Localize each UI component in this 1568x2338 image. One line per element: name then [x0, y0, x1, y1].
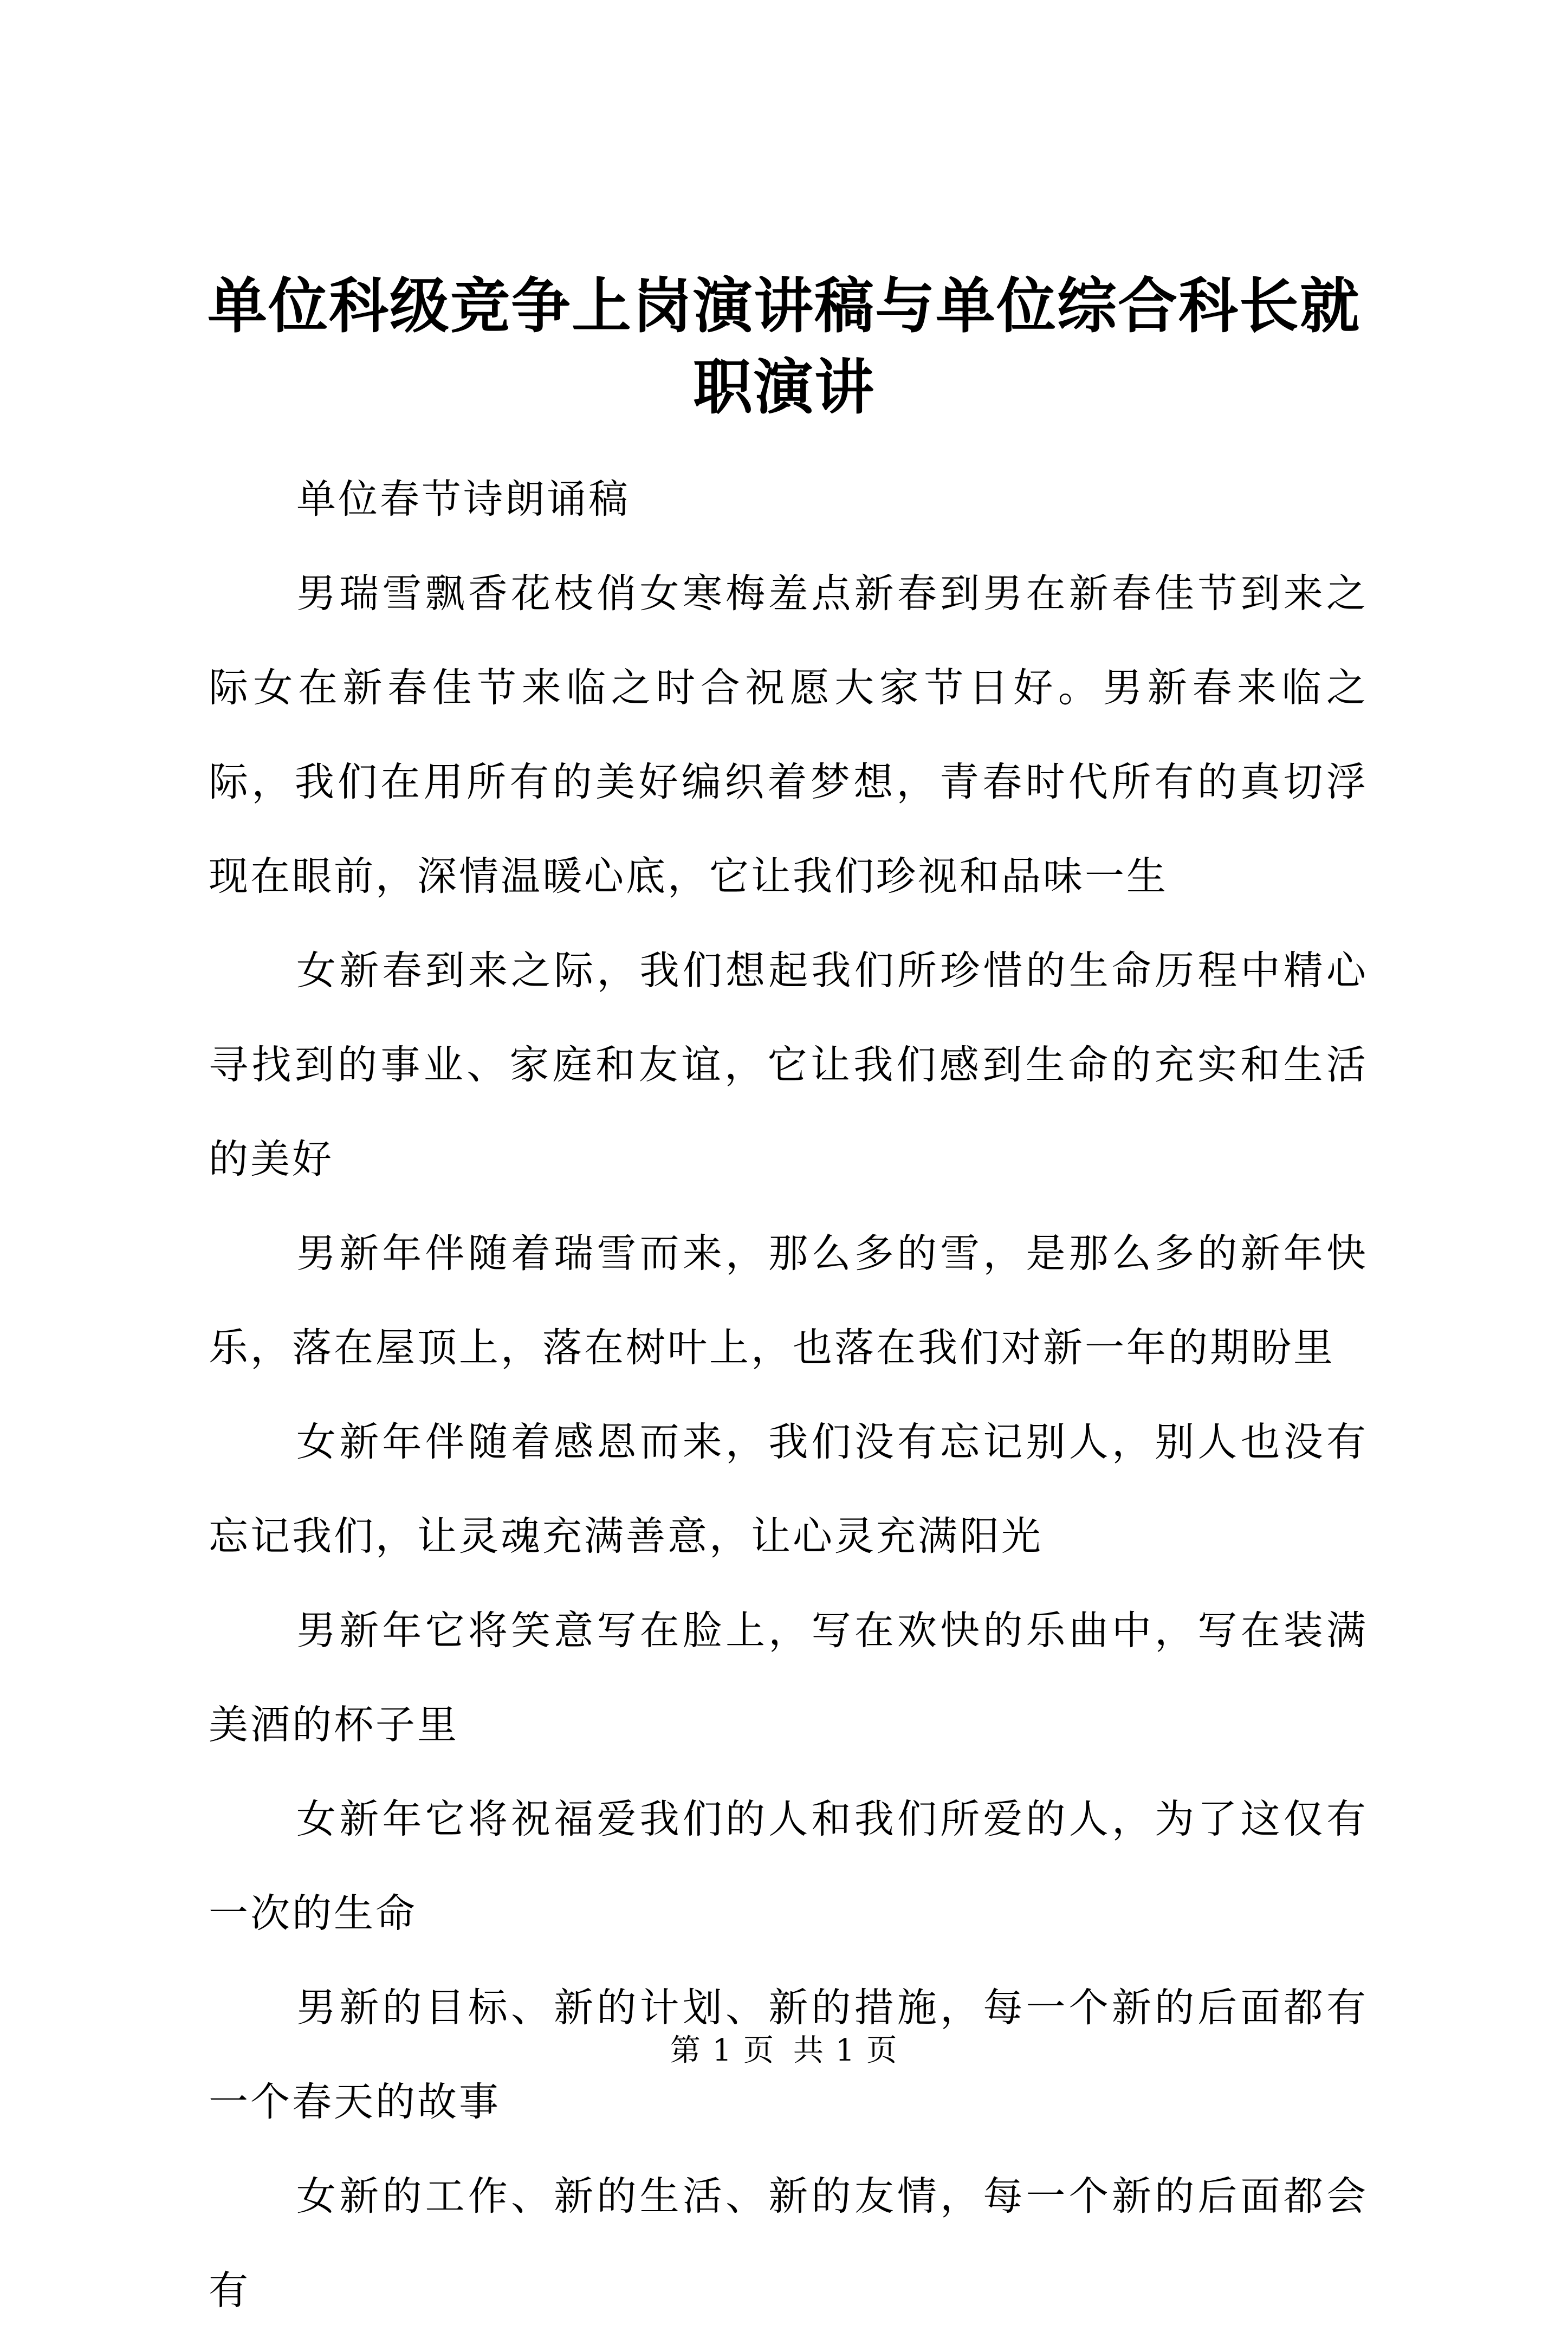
paragraph: 女新年伴随着感恩而来，我们没有忘记别人，别人也没有忘记我们，让灵魂充满善意，让心灵充满阳光 — [209, 1419, 1368, 1559]
paragraph: 男新的目标、新的计划、新的措施，每一个新的后面都有一个春天的故事 — [209, 1985, 1368, 2125]
paragraph: 单位春节诗朗诵稿 — [296, 476, 630, 522]
paragraph: 男瑞雪飘香花枝俏女寒梅羞点新春到男在新春佳节到来之际女在新春佳节来临之时合祝愿大家节日好。男新春来临之际，我们在用所有的美好编织着梦想，青春时代所有的真切浮现在眼前，深情温暖心底，它让我们珍视和品味一生 — [209, 571, 1368, 899]
page-total: 共 1 页 — [793, 2033, 898, 2068]
page-footer — [0, 2029, 1568, 2073]
paragraph: 女新的工作、新的生活、新的友情，每一个新的后面都会有 — [209, 2173, 1368, 2314]
paragraph: 女新春到来之际，我们想起我们所珍惜的生命历程中精心寻找到的事业、家庭和友谊，它让我们感到生命的充实和生活的美好 — [209, 948, 1368, 1182]
paragraph: 男新年它将笑意写在脸上，写在欢快的乐曲中，写在装满美酒的杯子里 — [209, 1608, 1368, 1748]
page-number: 第 1 页 — [670, 2033, 775, 2068]
paragraph: 男新年伴随着瑞雪而来，那么多的雪，是那么多的新年快乐，落在屋顶上，落在树叶上，也落在我们对新一年的期盼里 — [209, 1230, 1368, 1371]
paragraph: 女新年它将祝福爱我们的人和我们所爱的人，为了这仅有一次的生命 — [209, 1796, 1368, 1937]
document-title: 单位科级竞争上岗演讲稿与单位综合科长就职演讲 — [208, 271, 1360, 422]
